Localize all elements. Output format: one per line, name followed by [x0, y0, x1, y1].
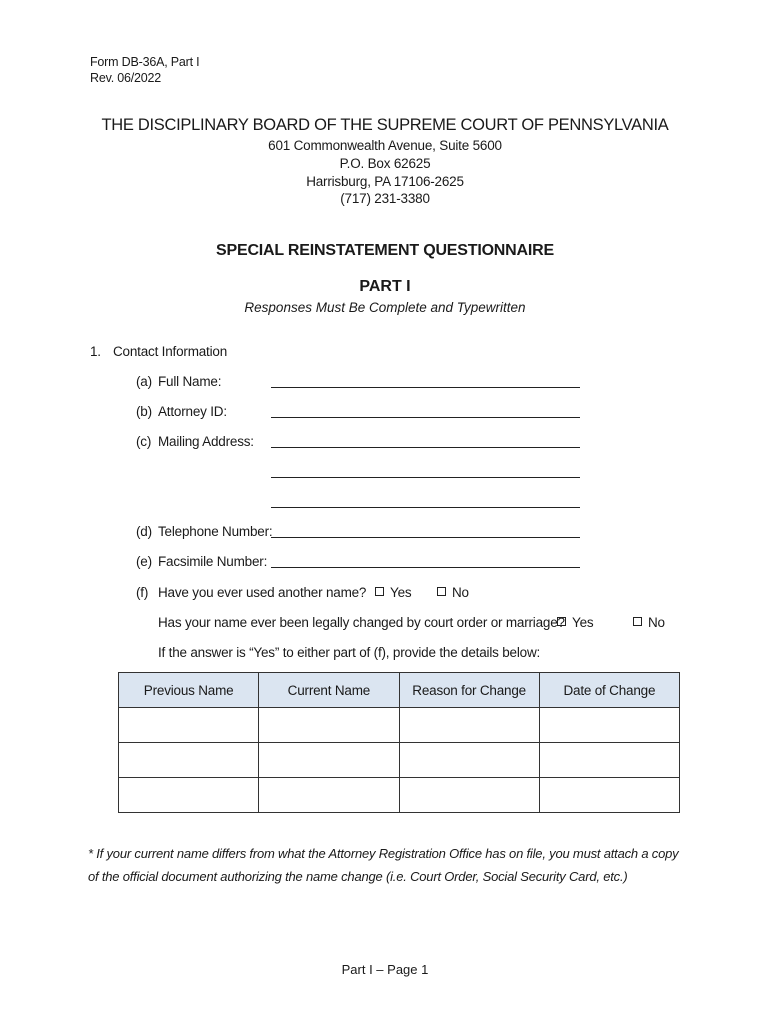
field-letter-e: (e): [136, 554, 152, 569]
other-name-yes-label: Yes: [390, 585, 412, 600]
mailing-address-label: Mailing Address:: [158, 434, 254, 449]
field-letter-d: (d): [136, 524, 152, 539]
address-line-2: P.O. Box 62625: [339, 156, 431, 171]
legal-change-yes-label: Yes: [572, 615, 594, 630]
table-cell[interactable]: [399, 708, 539, 743]
legal-change-yes-option[interactable]: [557, 615, 593, 630]
telephone-field[interactable]: [271, 537, 580, 538]
mailing-address-field-line-3[interactable]: [271, 507, 580, 508]
address-line-3: Harrisburg, PA 17106-2625: [306, 174, 464, 189]
legal-change-no-checkbox[interactable]: [633, 617, 642, 626]
name-change-table: [118, 672, 680, 813]
part-heading: PART I: [359, 278, 411, 295]
column-header-reason: Reason for Change: [399, 673, 539, 708]
section-number: 1.: [90, 344, 101, 359]
organization-name: THE DISCIPLINARY BOARD OF THE SUPREME COURT OF PENNSYLVANIA: [101, 116, 669, 134]
telephone-label: Telephone Number:: [158, 524, 273, 539]
name-change-instruction: If the answer is “Yes” to either part of (f), provide the details below:: [158, 645, 541, 660]
table-cell[interactable]: [539, 743, 679, 778]
other-name-no-option[interactable]: [437, 585, 469, 600]
questionnaire-title: SPECIAL REINSTATEMENT QUESTIONNAIRE: [216, 242, 554, 259]
name-change-note-line-2: of the official document authorizing the name change (i.e. Court Order, Social Security Card, etc.): [88, 869, 628, 884]
form-id: Form DB-36A, Part I: [90, 55, 200, 69]
legal-change-yes-checkbox[interactable]: [557, 617, 566, 626]
table-cell[interactable]: [119, 743, 259, 778]
other-name-yes-checkbox[interactable]: [375, 587, 384, 596]
page-footer: Part I – Page 1: [341, 962, 429, 977]
attorney-id-field[interactable]: [271, 417, 580, 418]
field-letter-c: (c): [136, 434, 152, 449]
form-revision: Rev. 06/2022: [90, 71, 162, 85]
column-header-current-name: Current Name: [259, 673, 399, 708]
name-change-note-line-1: * If your current name differs from what the Attorney Registration Office has on file, you must attach a copy: [88, 846, 679, 861]
column-header-previous-name: Previous Name: [119, 673, 259, 708]
table-cell[interactable]: [399, 743, 539, 778]
other-name-no-label: No: [452, 585, 469, 600]
field-letter-b: (b): [136, 404, 152, 419]
table-row: [119, 778, 680, 813]
other-name-question: Have you ever used another name?: [158, 585, 367, 600]
table-cell[interactable]: [259, 708, 399, 743]
legal-change-no-label: No: [648, 615, 665, 630]
table-row: [119, 743, 680, 778]
mailing-address-field-line-1[interactable]: [271, 447, 580, 448]
table-header-row: [119, 673, 680, 708]
table-cell[interactable]: [259, 743, 399, 778]
legal-change-question: Has your name ever been legally changed by court order or marriage?: [158, 615, 565, 630]
section-heading: Contact Information: [113, 344, 228, 359]
legal-change-no-option[interactable]: [633, 615, 665, 630]
facsimile-field[interactable]: [271, 567, 580, 568]
address-line-1: 601 Commonwealth Avenue, Suite 5600: [268, 138, 502, 153]
full-name-label: Full Name:: [158, 374, 222, 389]
attorney-id-label: Attorney ID:: [158, 404, 227, 419]
mailing-address-field-line-2[interactable]: [271, 477, 580, 478]
full-name-field[interactable]: [271, 387, 580, 388]
table-cell[interactable]: [119, 778, 259, 813]
other-name-yes-option[interactable]: [375, 585, 411, 600]
table-cell[interactable]: [399, 778, 539, 813]
table-cell[interactable]: [259, 778, 399, 813]
table-cell[interactable]: [539, 708, 679, 743]
table-cell[interactable]: [539, 778, 679, 813]
facsimile-label: Facsimile Number:: [158, 554, 268, 569]
field-letter-a: (a): [136, 374, 152, 389]
subtitle: Responses Must Be Complete and Typewritten: [244, 300, 526, 315]
table-cell[interactable]: [119, 708, 259, 743]
organization-phone: (717) 231-3380: [340, 191, 430, 206]
column-header-date: Date of Change: [539, 673, 679, 708]
other-name-no-checkbox[interactable]: [437, 587, 446, 596]
table-row: [119, 708, 680, 743]
field-letter-f: (f): [136, 585, 149, 600]
